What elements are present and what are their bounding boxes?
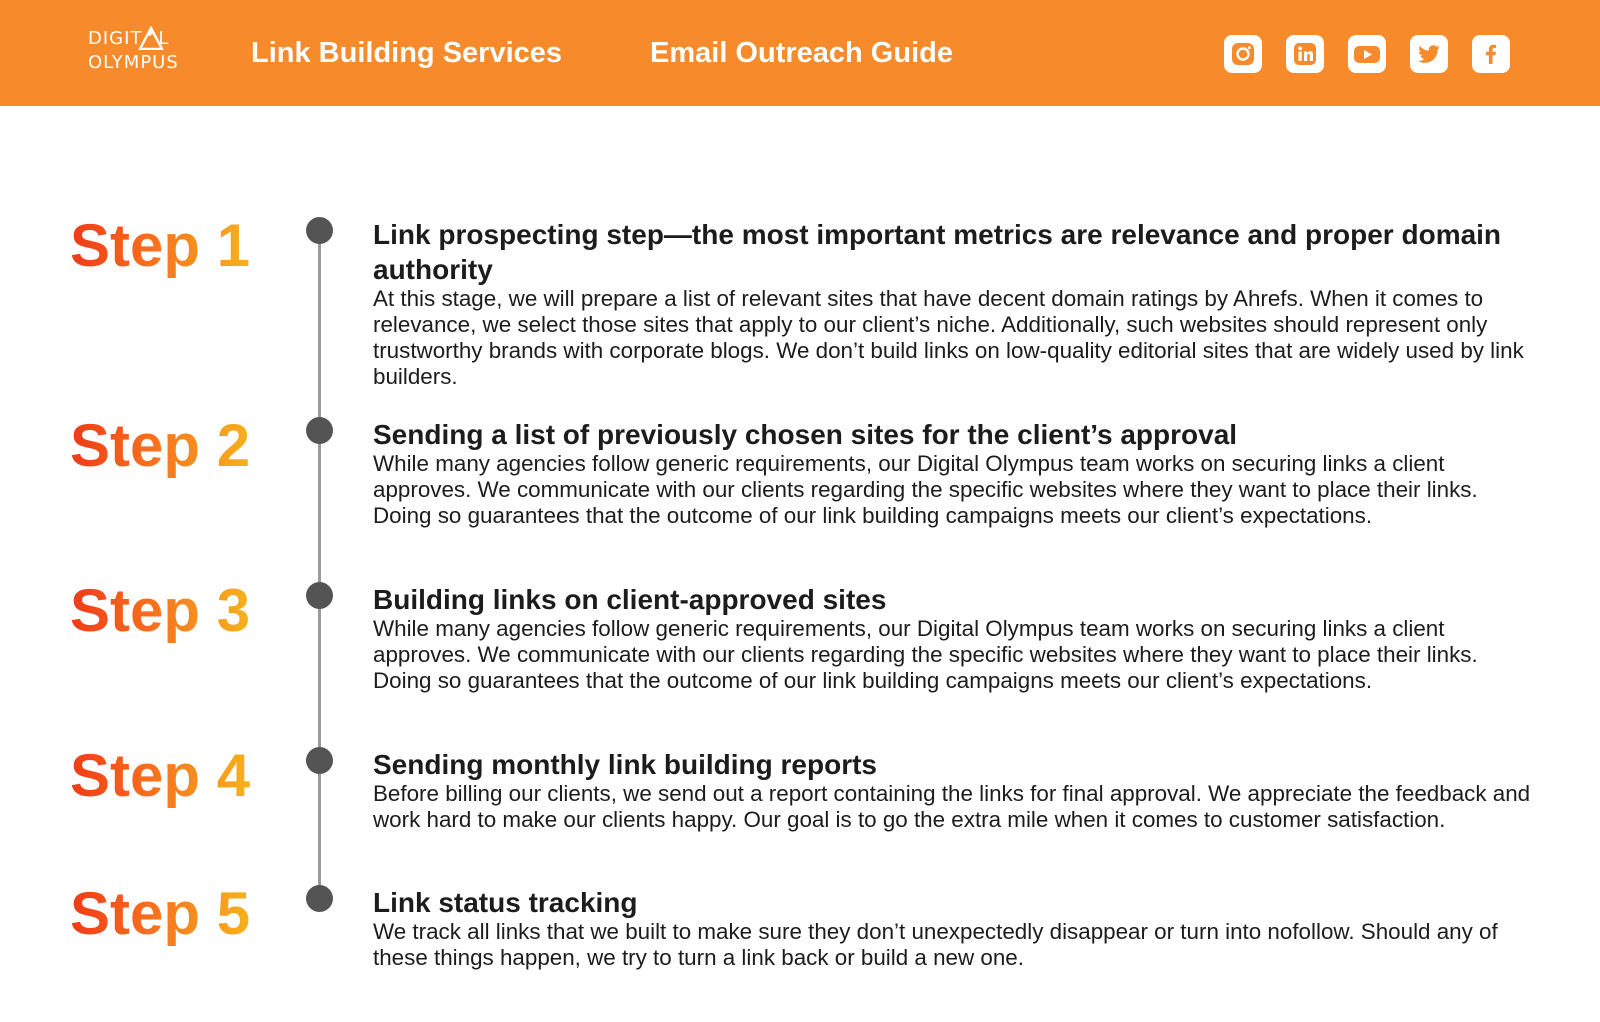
twitter-icon [1416, 41, 1442, 67]
timeline-line [318, 230, 321, 900]
facebook-button[interactable] [1472, 35, 1510, 73]
logo-text-digital: DIGIT L [88, 28, 170, 49]
step-4-label: Step 4 [70, 742, 251, 809]
timeline-dot-4 [306, 747, 333, 774]
youtube-icon [1353, 41, 1381, 67]
timeline-dot-2 [306, 417, 333, 444]
step-3-label: Step 3 [70, 577, 251, 644]
facebook-icon [1478, 41, 1504, 67]
step-2-body: While many agencies follow generic requirements, our Digital Olympus team works on securing links a client approves. We communicate with our clients regarding the specific websites where they want to place their links. Doing so guarantees that the outcome of our link building campaigns meets our client’s expectations. [373, 451, 1478, 528]
step-1-label: Step 1 [70, 212, 251, 279]
header-bar [0, 0, 1600, 106]
linkedin-button[interactable] [1286, 35, 1324, 73]
mountain-icon [138, 26, 164, 50]
step-2-label: Step 2 [70, 412, 251, 479]
step-4-title: Sending monthly link building reports [373, 749, 877, 780]
instagram-button[interactable] [1224, 35, 1262, 73]
step-1-body: At this stage, we will prepare a list of relevant sites that have decent domain ratings by Ahrefs. When it comes to relevance, we select those sites that apply to our client’s niche. Additionally, such websites should represent only trustworthy brands with corporate blogs. We don’t build links on low-quality editorial sites that are widely used by link builders. [373, 286, 1524, 389]
instagram-icon [1230, 41, 1256, 67]
timeline-dot-1 [306, 217, 333, 244]
step-4-body: Before billing our clients, we send out a report containing the links for final approval. We appreciate the feedback and work hard to make our clients happy. Our goal is to go the extra mile when it comes to customer satisfaction. [373, 781, 1531, 832]
step-2-title: Sending a list of previously chosen sites for the client’s approval [373, 419, 1238, 450]
step-5-title: Link status tracking [373, 887, 638, 918]
youtube-button[interactable] [1348, 35, 1386, 73]
step-3-body: While many agencies follow generic requirements, our Digital Olympus team works on securing links a client approves. We communicate with our clients regarding the specific websites where they want to place their links. Doing so guarantees that the outcome of our link building campaigns meets our client’s expectations. [373, 616, 1478, 693]
nav-email-outreach-guide[interactable]: Email Outreach Guide [650, 37, 953, 69]
logo-text-olympus: OLYMPUS [88, 52, 179, 73]
nav-link-building-services[interactable]: Link Building Services [251, 37, 563, 69]
timeline-dot-5 [306, 885, 333, 912]
step-5-label: Step 5 [70, 880, 251, 947]
step-5-body: We track all links that we built to make sure they don’t unexpectedly disappear or turn into nofollow. Should any of these things happen, we try to turn a link back or build a new one. [373, 919, 1498, 970]
digital-olympus-logo[interactable] [88, 26, 198, 80]
step-1-title: Link prospecting step—the most important metrics are relevance and proper domain authority [373, 219, 1502, 285]
timeline-dot-3 [306, 582, 333, 609]
twitter-button[interactable] [1410, 35, 1448, 73]
step-3-title: Building links on client-approved sites [373, 584, 887, 615]
linkedin-icon [1292, 41, 1318, 67]
